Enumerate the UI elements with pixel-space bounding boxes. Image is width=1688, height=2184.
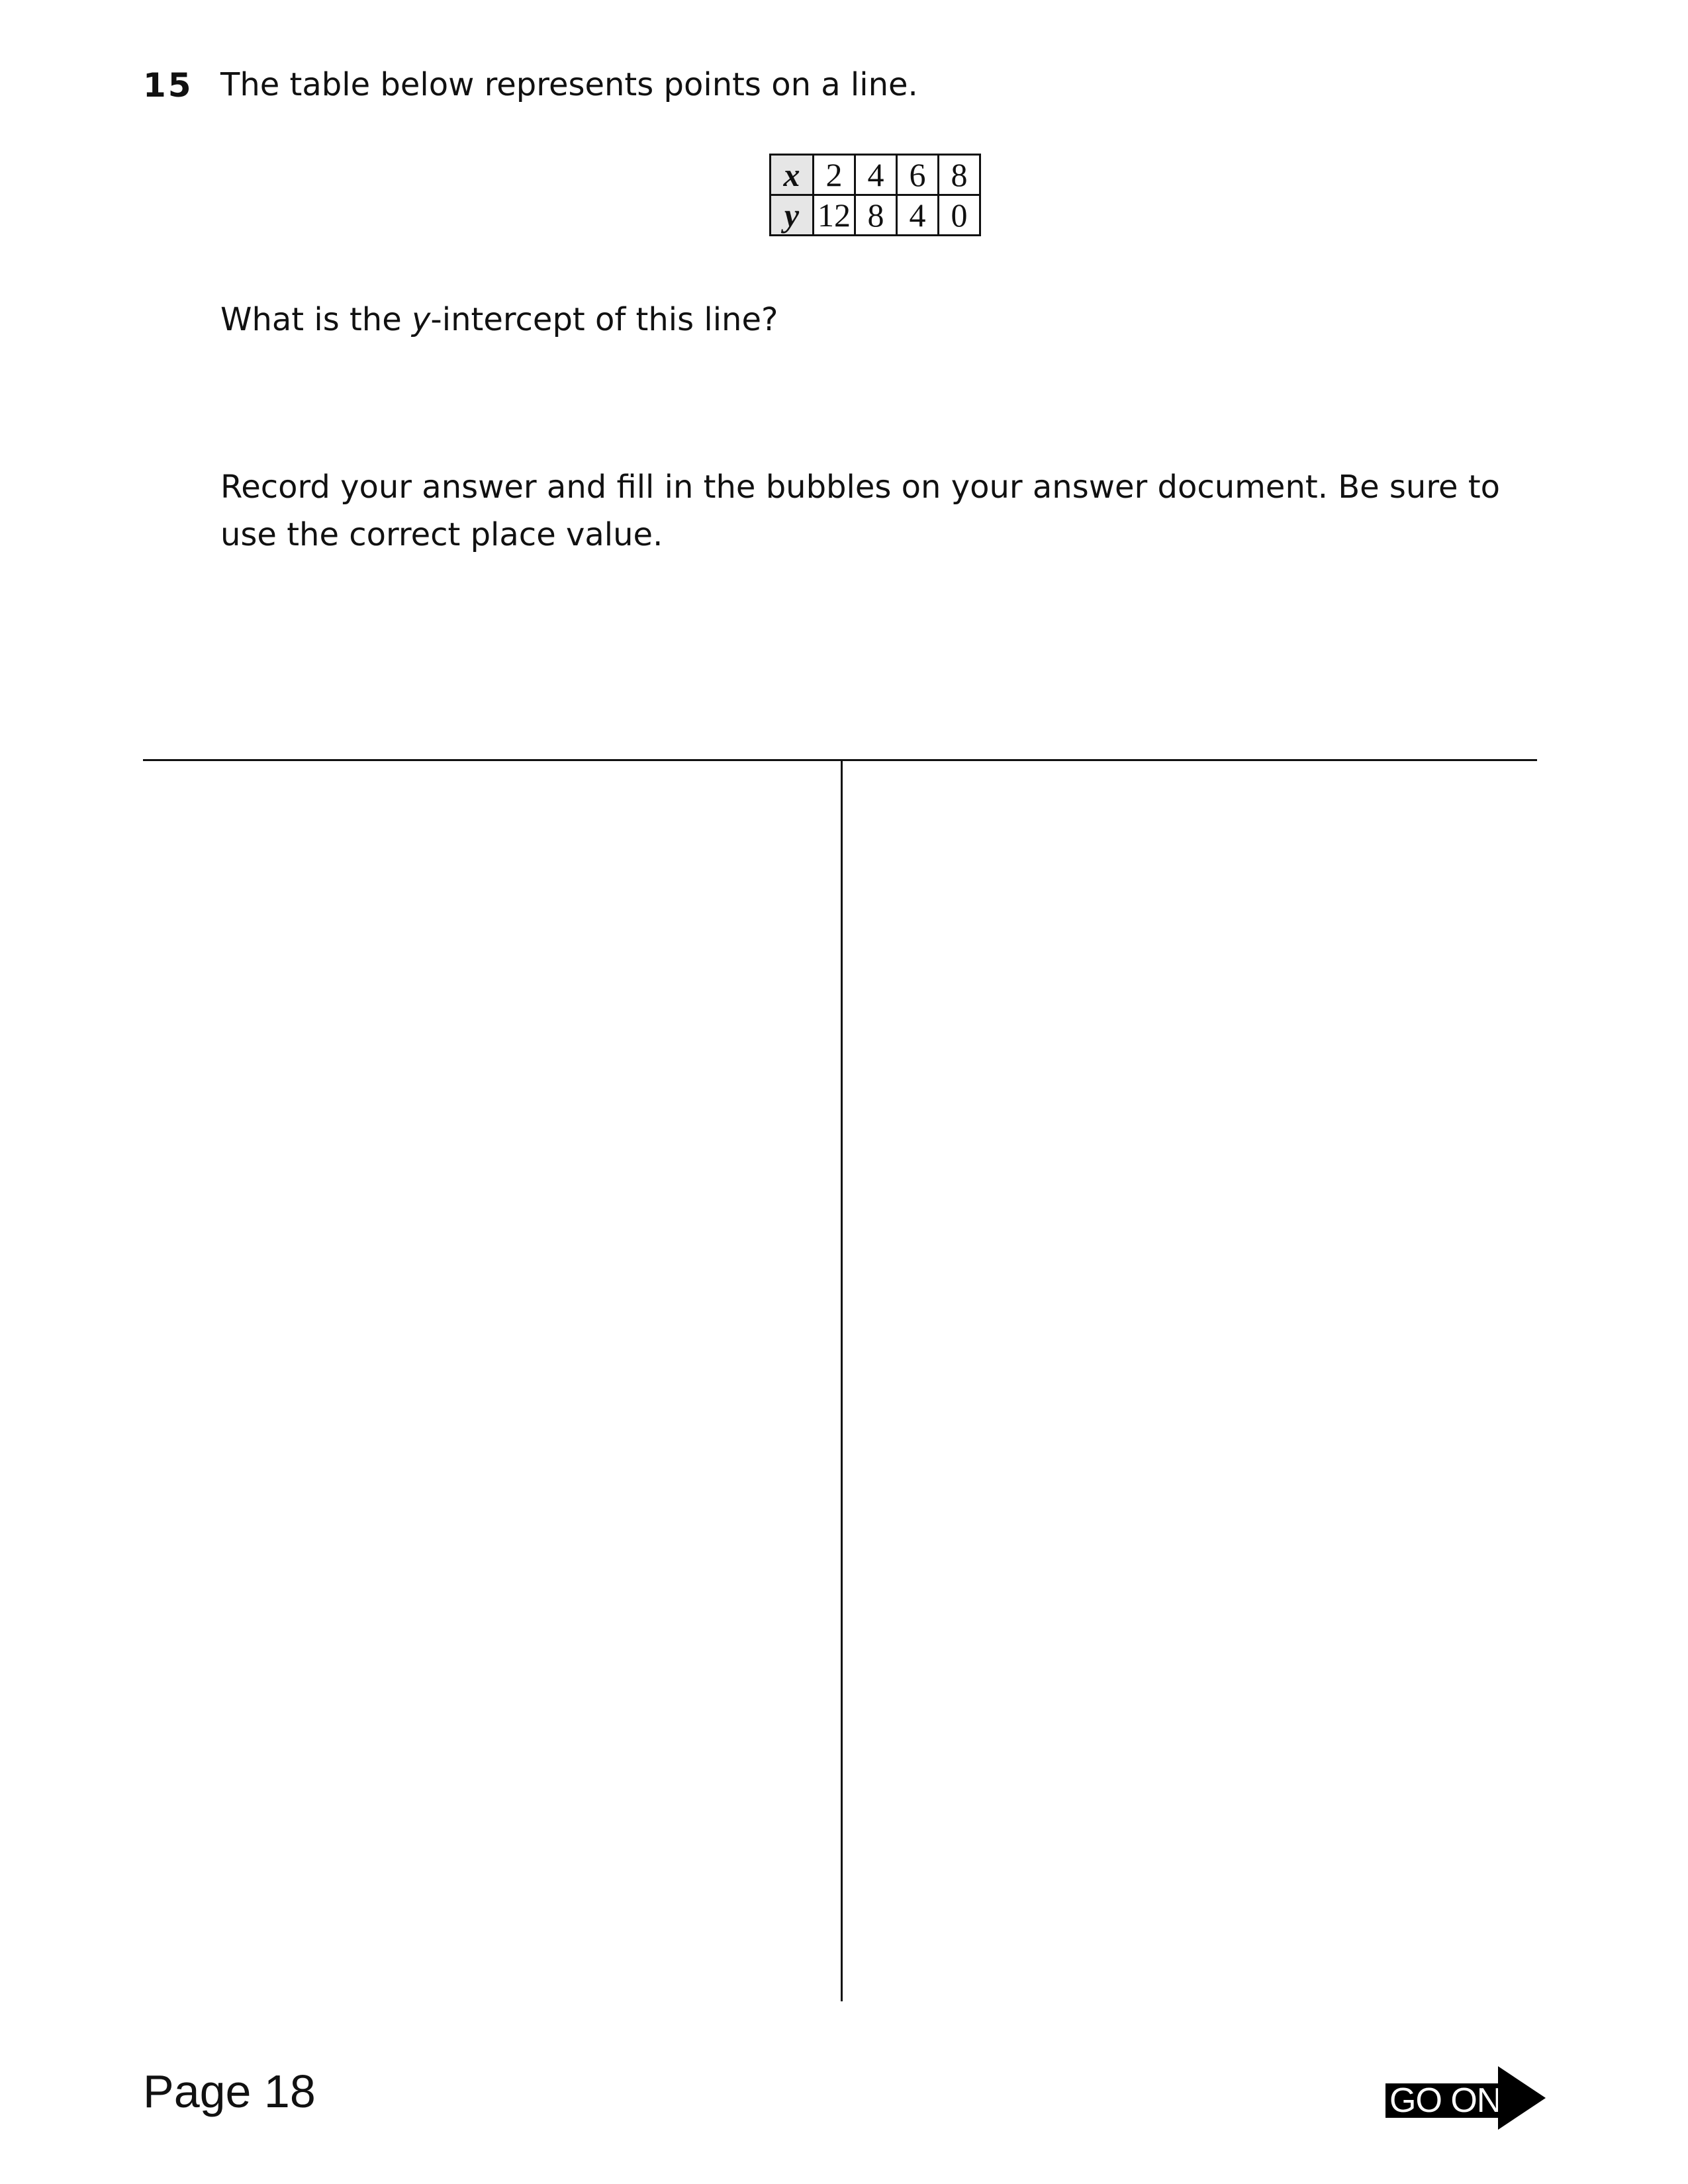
- work-area-horizontal-rule: [143, 759, 1537, 761]
- answer-instruction: Record your answer and fill in the bubbles on your answer document. Be sure to use the correct place value.: [220, 469, 1501, 553]
- table-row-x: [771, 155, 980, 195]
- table-cell: 0: [939, 195, 980, 236]
- go-on-label: GO ON: [1385, 2083, 1505, 2118]
- table-header-x: x: [771, 155, 814, 195]
- question-stem: The table below represents points on a line.: [220, 66, 918, 103]
- go-on-indicator: [1385, 2066, 1547, 2130]
- table-row-y: [771, 195, 980, 236]
- arrow-right-icon: [1498, 2066, 1546, 2130]
- table-cell: 4: [897, 195, 939, 236]
- prompt-text-after: -intercept of this line?: [430, 301, 778, 338]
- table-cell: 2: [814, 155, 855, 195]
- xy-values-table: [769, 154, 981, 236]
- table-cell: 8: [855, 195, 897, 236]
- table-cell: 6: [897, 155, 939, 195]
- prompt-variable: y: [412, 301, 431, 338]
- prompt-text-before: What is the: [220, 301, 412, 338]
- work-area-vertical-rule: [841, 759, 843, 2001]
- table-header-y: y: [771, 195, 814, 236]
- table-cell: 8: [939, 155, 980, 195]
- table-cell: 12: [814, 195, 855, 236]
- question-prompt: [220, 301, 778, 338]
- question-number: 15: [143, 66, 193, 105]
- page-number: Page 18: [143, 2066, 316, 2117]
- table-cell: 4: [855, 155, 897, 195]
